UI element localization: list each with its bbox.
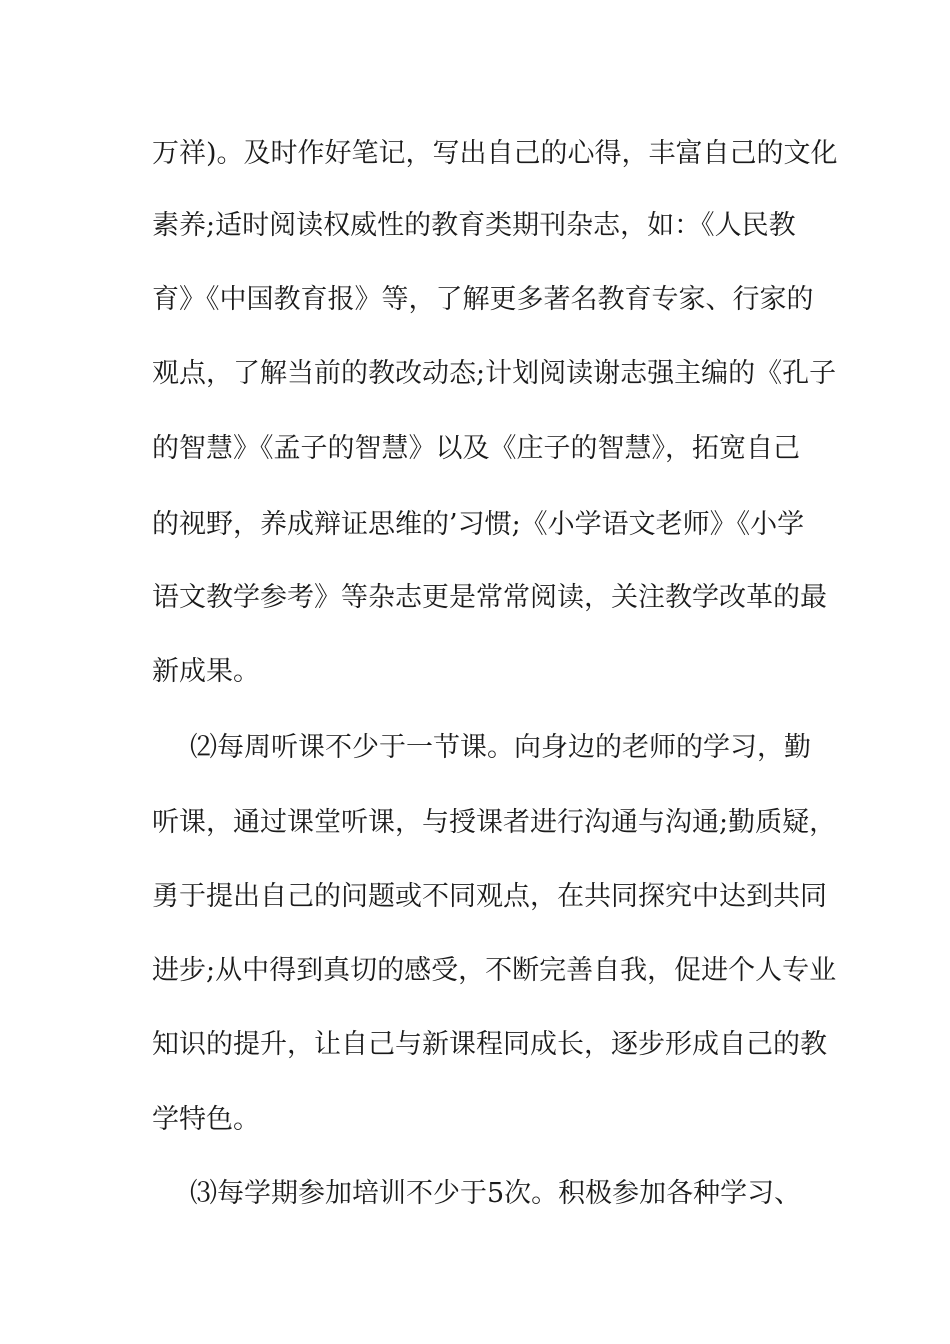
- text-line: 观点，了解当前的教改动态;计划阅读谢志强主编的《孔子: [152, 358, 837, 389]
- text-line: 的视野，养成辩证思维的’习惯;《小学语文老师》《小学: [152, 509, 805, 540]
- text-line: 进步;从中得到真切的感受，不断完善自我，促进个人专业: [152, 955, 837, 986]
- text-line: 勇于提出自己的问题或不同观点，在共同探究中达到共同: [152, 881, 827, 912]
- text-line: 语文教学参考》等杂志更是常常阅读，关注教学改革的最: [152, 582, 827, 613]
- text-line: 万祥)。及时作好笔记，写出自己的心得，丰富自己的文化: [152, 138, 838, 169]
- text-line: 素养;适时阅读权威性的教育类期刊杂志，如：《人民教: [152, 210, 796, 241]
- paragraph-3-first-line: ⑶每学期参加培训不少于5次。积极参加各种学习、: [190, 1178, 802, 1209]
- text-line: 听课，通过课堂听课，与授课者进行沟通与沟通;勤质疑，: [152, 807, 837, 838]
- text-line: 知识的提升，让自己与新课程同成长，逐步形成自己的教: [152, 1029, 827, 1060]
- paragraph-2-first-line: ⑵每周听课不少于一节课。向身边的老师的学习，勤: [190, 732, 811, 763]
- text-line: 学特色。: [152, 1104, 260, 1135]
- text-line: 的智慧》《孟子的智慧》以及《庄子的智慧》，拓宽自己: [152, 433, 800, 464]
- text-line: 育》《中国教育报》等，了解更多著名教育专家、行家的: [152, 284, 814, 315]
- text-line: 新成果。: [152, 656, 260, 687]
